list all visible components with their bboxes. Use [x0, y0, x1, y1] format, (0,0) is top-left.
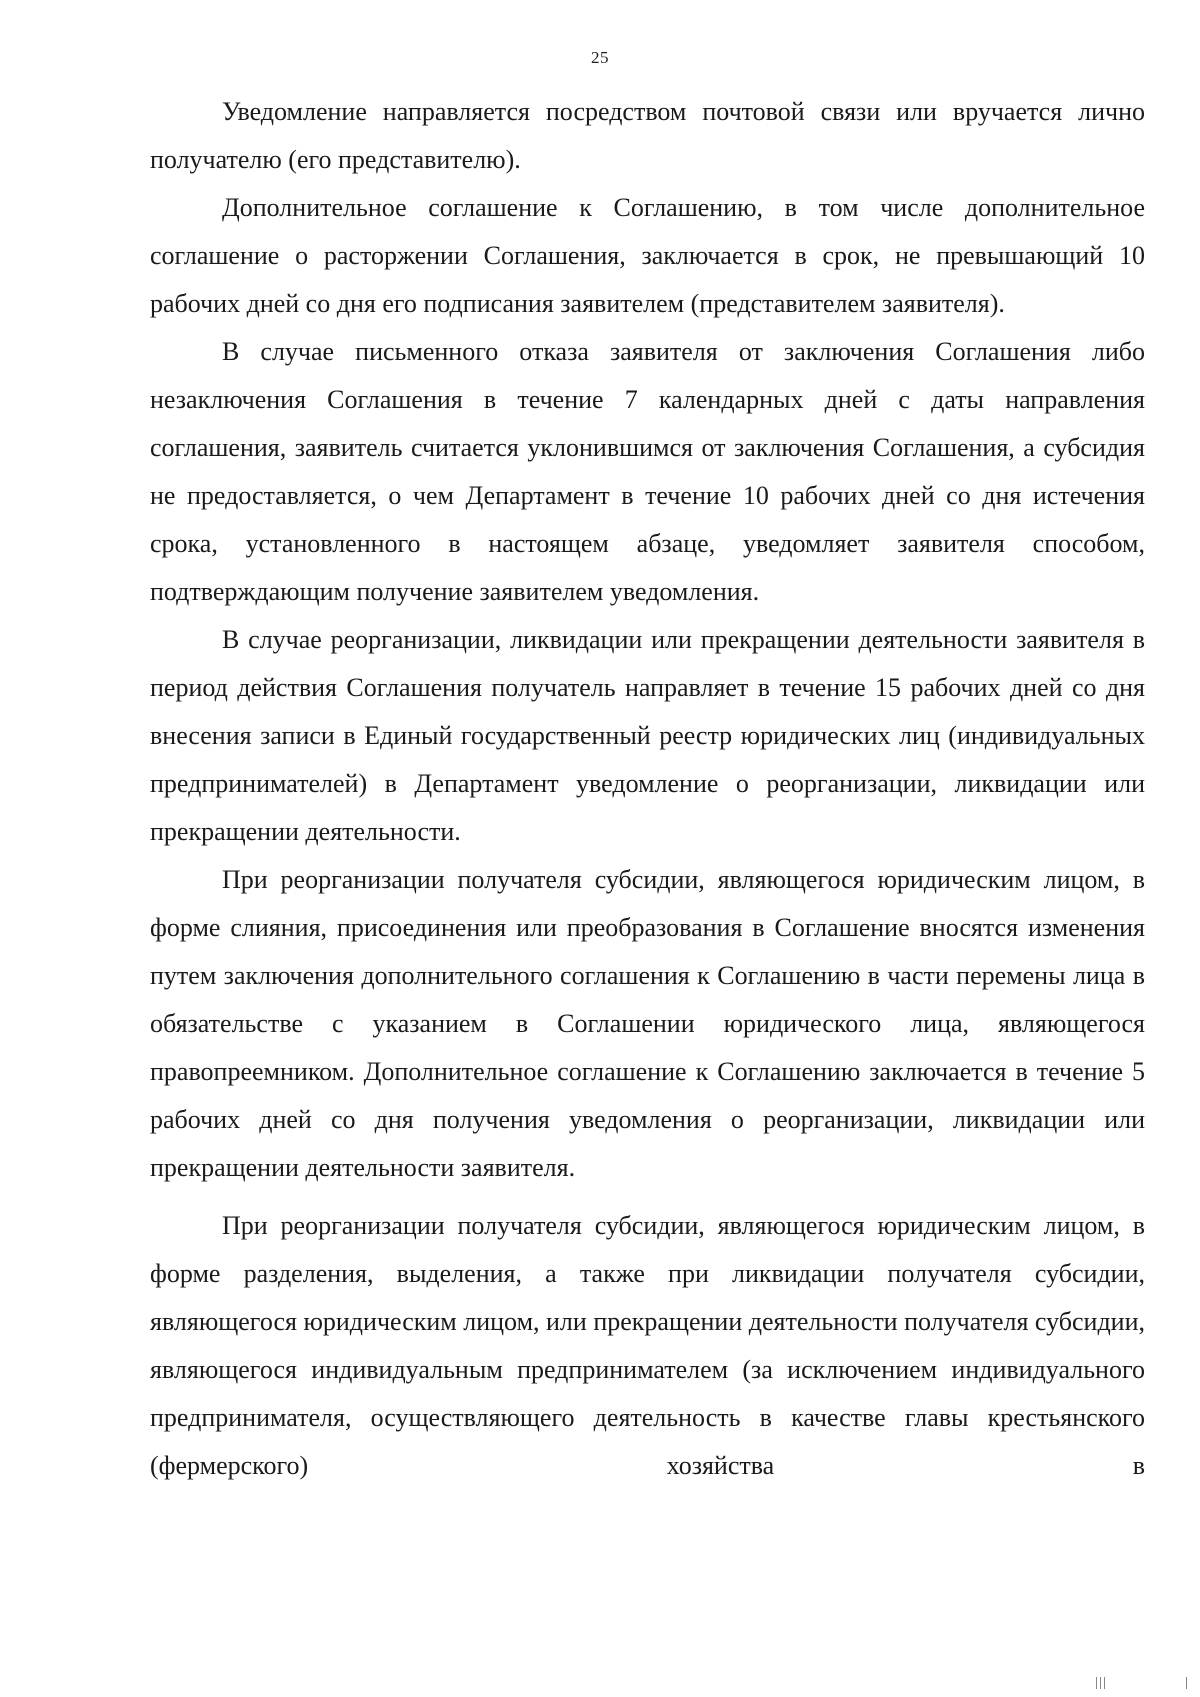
scan-artifact-mark [1104, 1677, 1105, 1689]
scan-artifact-mark [1096, 1677, 1097, 1689]
scan-artifact-mark [1100, 1677, 1101, 1689]
paragraph: При реорганизации получателя субсидии, являющегося юридическим лицом, в форме слияния, присоединения или преобразования в Соглашение вносятся изменения путем заключения дополнительного соглашения к Соглашению в части перемены лица в обязательстве с указанием в Соглашении юридического лица, являющегося правопреемником. Дополнительное соглашение к Соглашению заключается в течение 5 рабочих дней со дня получения уведомления о реорганизации, ликвидации или прекращении деятельности заявителя. [150, 865, 1145, 1182]
paragraph-continued: При реорганизации получателя субсидии, являющегося юридическим лицом, в форме разделения, выделения, а также при ликвидации получателя субсидии, являющегося юридическим лицом, или прекращении деятельности получателя субсидии, являющегося индивидуальным предпринимателем (за исключением индивидуального предпринимателя, осуществляющего деятельность в качестве главы крестьянского (фермерского) хозяйства в [150, 1211, 1146, 1480]
paragraph: В случае реорганизации, ликвидации или прекращении деятельности заявителя в период действия Соглашения получатель направляет в течение 15 рабочих дней со дня внесения записи в Единый государственный реестр юридических лиц (индивидуальных предпринимателей) в Департамент уведомление о реорганизации, ликвидации или прекращении деятельности. [150, 625, 1145, 846]
paragraph: В случае письменного отказа заявителя от заключения Соглашения либо незаключения Соглашения в течение 7 календарных дней с даты направления соглашения, заявитель считается уклонившимся от заключения Соглашения, а субсидия не предоставляется, о чем Департамент в течение 10 рабочих дней со дня истечения срока, установленного в настоящем абзаце, уведомляет заявителя способом, подтверждающим получение заявителем уведомления. [150, 337, 1145, 606]
scan-artifact-mark [1186, 1677, 1187, 1689]
document-body [150, 88, 1145, 1490]
paragraph: Дополнительное соглашение к Соглашению, в том числе дополнительное соглашение о расторжении Соглашения, заключается в срок, не превышающий 10 рабочих дней со дня его подписания заявителем (представителем заявителя). [150, 193, 1145, 318]
paragraph: Уведомление направляется посредством почтовой связи или вручается лично получателю (его представителю). [150, 97, 1145, 174]
page-number: 25 [591, 48, 609, 67]
